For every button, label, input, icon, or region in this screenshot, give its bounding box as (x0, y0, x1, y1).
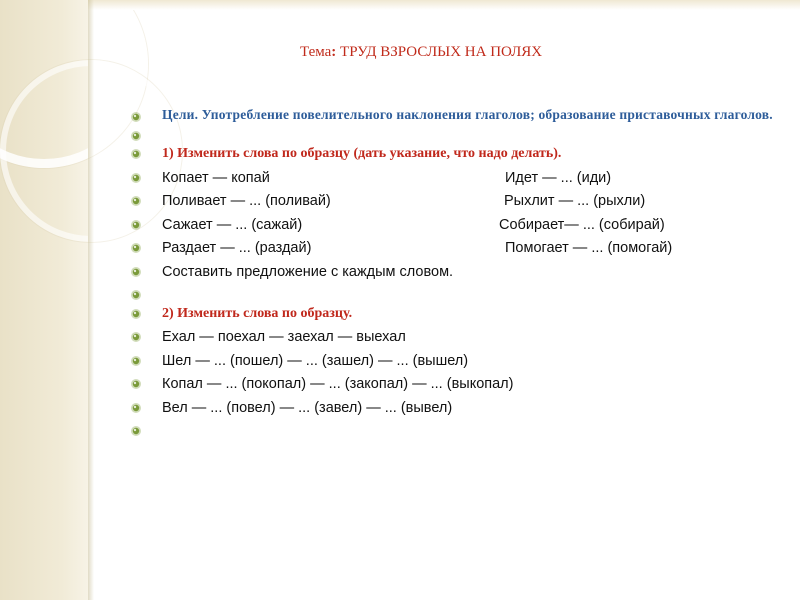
bullet-icon (130, 402, 142, 414)
list-item-example (130, 350, 780, 372)
list-item-pair (130, 190, 780, 212)
pair-right: Рыхлит — ... (рыхли) (504, 193, 646, 209)
list-item-example (130, 397, 780, 419)
bullet-icon (130, 308, 142, 320)
list-item-pair (130, 167, 780, 189)
bullet-icon (130, 172, 142, 184)
bullet-icon (130, 266, 142, 278)
example-line: Копал — ... (покопал) — ... (закопал) — ... (выкопал) (162, 376, 514, 392)
list-item-pair (130, 237, 780, 259)
bullet-icon (130, 425, 142, 437)
list-item-instruction (130, 261, 780, 283)
title-colon: : (331, 44, 337, 60)
list-item-example (130, 326, 780, 348)
bullet-icon (130, 148, 142, 160)
pair-right: Собирает— ... (собирай) (499, 216, 665, 233)
task2-text: 2) Изменить слова по образцу. (162, 305, 353, 321)
list-item-empty (130, 284, 780, 301)
list-item-example (130, 373, 780, 395)
example-line: Вел — ... (повел) — ... (завел) — ... (вывел) (162, 399, 453, 416)
pair-right: Помогает — ... (помогай) (505, 240, 673, 256)
instruction-text: Составить предложение с каждым словом. (162, 263, 454, 280)
bullet-icon (130, 111, 142, 123)
task1-text: 1) Изменить слова по образцу (дать указание, что надо делать). (162, 146, 562, 161)
slide-content (130, 106, 780, 439)
decorative-side-panel (0, 0, 88, 600)
list-item-task1 (130, 143, 780, 165)
bullet-icon (130, 378, 142, 390)
bullet-icon (130, 130, 142, 142)
pair-left: Поливает — ... (поливай) (162, 193, 331, 209)
goal-text: Цели. Употребление повелительного наклонения глаголов; образование приставочных глаголов. (162, 107, 773, 122)
list-item-task2 (130, 303, 780, 325)
bullet-icon (130, 195, 142, 207)
title-text: ТРУД ВЗРОСЛЫХ НА ПОЛЯХ (336, 44, 543, 60)
bullet-icon (130, 219, 142, 231)
title-prefix: Тема (300, 44, 332, 60)
list-item-goal (130, 106, 780, 123)
decorative-edge-shadow (88, 0, 94, 600)
bullet-icon (130, 242, 142, 254)
decorative-top-band (88, 0, 800, 10)
bullet-icon (130, 331, 142, 343)
example-line: Ехал — поехал — заехал — выехал (162, 329, 406, 345)
pair-right: Идет — ... (иди) (505, 169, 612, 186)
slide-title (300, 44, 542, 61)
list-item-empty (130, 125, 780, 142)
pair-left: Сажает — ... (сажай) (162, 216, 303, 233)
list-item-pair (130, 214, 780, 236)
pair-left: Раздает — ... (раздай) (162, 240, 312, 256)
example-line: Шел — ... (пошел) — ... (зашел) — ... (вышел) (162, 352, 469, 369)
pair-left: Копает — копай (162, 169, 270, 186)
bullet-icon (130, 355, 142, 367)
bullet-icon (130, 289, 142, 301)
list-item-empty (130, 420, 780, 437)
